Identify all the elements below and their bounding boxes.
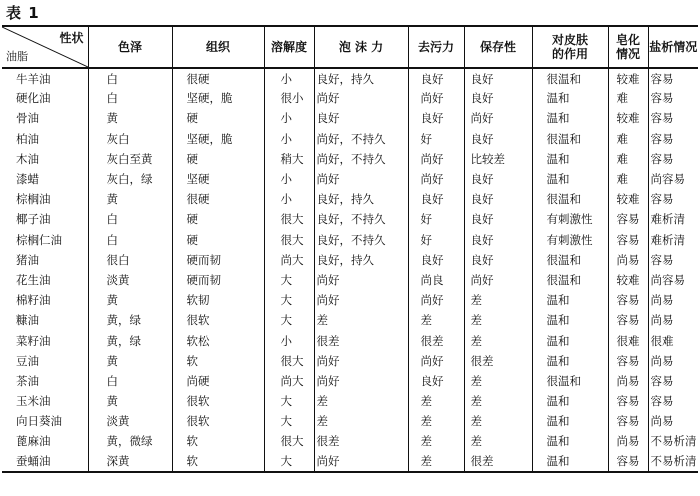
table-row [2,149,698,169]
cell-decontamination: 良好 [408,371,464,391]
cell-saponification: 较难 [608,189,648,209]
cell-skin-effect: 温和 [532,88,608,108]
cell-organization: 硬 [172,230,264,250]
cell-foam: 尚好 [314,290,408,310]
cell-foam: 尚好，不持久 [314,149,408,169]
cell-skin-effect: 温和 [532,310,608,330]
table-row [2,230,698,250]
cell-preservation: 良好 [464,189,532,209]
cell-skin-effect: 很温和 [532,129,608,149]
cell-solubility: 小 [264,189,314,209]
cell-salting-out: 尚容易 [648,270,698,290]
cell-preservation: 良好 [464,88,532,108]
cell-oil-name: 漆蜡 [16,172,39,187]
cell-salting-out: 容易 [648,129,698,149]
cell-skin-effect: 温和 [532,452,608,472]
cell-color: 黄，微绿 [88,431,172,451]
cell-organization: 很软 [172,411,264,431]
cell-skin-effect: 温和 [532,330,608,350]
cell-decontamination: 差 [408,431,464,451]
cell-salting-out: 尚容易 [648,169,698,189]
cell-color: 白 [88,88,172,108]
cell-skin-effect: 温和 [532,351,608,371]
cell-skin-effect: 温和 [532,411,608,431]
cell-color: 很白 [88,250,172,270]
header-preservation: 保存性 [464,26,532,68]
corner-bottom-label: 油脂 [6,50,28,63]
cell-color: 白 [88,68,172,88]
cell-organization: 软韧 [172,290,264,310]
cell-solubility: 小 [264,108,314,128]
cell-solubility: 大 [264,310,314,330]
cell-decontamination: 好 [408,209,464,229]
cell-foam: 尚好 [314,351,408,371]
cell-decontamination: 尚好 [408,169,464,189]
cell-organization: 坚硬 [172,169,264,189]
cell-salting-out: 容易 [648,189,698,209]
cell-oil-name: 蓖麻油 [16,434,51,449]
cell-preservation: 良好 [464,169,532,189]
cell-solubility: 很大 [264,209,314,229]
cell-solubility: 尚大 [264,250,314,270]
cell-saponification: 容易 [608,310,648,330]
cell-saponification: 较难 [608,270,648,290]
cell-oil-name: 骨油 [16,111,39,126]
cell-foam: 差 [314,411,408,431]
cell-skin-effect: 温和 [532,149,608,169]
table-row [2,129,698,149]
table-row [2,169,698,189]
cell-decontamination: 差 [408,411,464,431]
cell-saponification: 容易 [608,230,648,250]
cell-color: 黄 [88,290,172,310]
cell-skin-effect: 很温和 [532,270,608,290]
table-row [2,371,698,391]
cell-skin-effect: 温和 [532,431,608,451]
table-row [2,270,698,290]
header-salting-out: 盐析情况 [648,26,698,68]
cell-solubility: 小 [264,129,314,149]
cell-organization: 很软 [172,310,264,330]
cell-color: 灰白 [88,129,172,149]
header-skin-effect [532,26,608,68]
cell-preservation: 差 [464,411,532,431]
cell-oil-name: 硬化油 [16,91,51,106]
cell-saponification: 难 [608,169,648,189]
cell-oil-name: 豆油 [16,353,39,368]
cell-solubility: 小 [264,330,314,350]
cell-preservation: 尚好 [464,108,532,128]
cell-solubility: 稍大 [264,149,314,169]
cell-decontamination: 差 [408,310,464,330]
cell-decontamination: 尚好 [408,290,464,310]
cell-salting-out: 尚易 [648,290,698,310]
cell-preservation: 差 [464,330,532,350]
cell-salting-out: 容易 [648,108,698,128]
header-skin-line2: 的作用 [551,47,588,61]
cell-color: 淡黄 [88,270,172,290]
cell-organization: 很硬 [172,68,264,88]
cell-saponification: 容易 [608,452,648,472]
cell-foam: 良好 [314,108,408,128]
cell-foam: 差 [314,310,408,330]
cell-organization: 坚硬，脆 [172,129,264,149]
cell-organization: 很硬 [172,189,264,209]
cell-oil-name: 柏油 [16,131,39,146]
cell-foam: 良好，持久 [314,250,408,270]
cell-oil-name: 菜籽油 [16,333,51,348]
cell-foam: 良好，不持久 [314,230,408,250]
cell-decontamination: 好 [408,129,464,149]
header-foam: 泡 沫 力 [314,26,408,68]
header-decontamination: 去污力 [408,26,464,68]
table-header-row [2,26,698,68]
cell-solubility: 大 [264,411,314,431]
cell-oil-name: 玉米油 [16,394,51,409]
cell-color: 白 [88,371,172,391]
cell-organization: 坚硬，脆 [172,88,264,108]
cell-saponification: 容易 [608,391,648,411]
header-saponification [608,26,648,68]
cell-skin-effect: 很温和 [532,189,608,209]
cell-solubility: 小 [264,169,314,189]
cell-skin-effect: 很温和 [532,250,608,270]
cell-decontamination: 良好 [408,250,464,270]
table-caption: 表 1 [6,4,40,22]
cell-salting-out: 尚易 [648,411,698,431]
cell-preservation: 很差 [464,351,532,371]
cell-saponification: 容易 [608,411,648,431]
cell-salting-out: 尚易 [648,310,698,330]
cell-organization: 软 [172,452,264,472]
cell-saponification: 难 [608,88,648,108]
cell-color: 黄 [88,189,172,209]
header-solubility: 溶解度 [264,26,314,68]
cell-foam: 尚好 [314,270,408,290]
cell-skin-effect: 有刺激性 [532,209,608,229]
cell-oil-name: 牛羊油 [16,71,51,86]
cell-organization: 尚硬 [172,371,264,391]
cell-decontamination: 尚好 [408,149,464,169]
cell-salting-out: 容易 [648,68,698,88]
cell-decontamination: 良好 [408,68,464,88]
cell-foam: 尚好 [314,452,408,472]
cell-organization: 硬 [172,209,264,229]
cell-preservation: 良好 [464,129,532,149]
cell-oil-name: 糠油 [16,313,39,328]
table-row [2,310,698,330]
cell-oil-name: 木油 [16,151,39,166]
cell-skin-effect: 温和 [532,290,608,310]
cell-decontamination: 差 [408,391,464,411]
cell-preservation: 比较差 [464,149,532,169]
table-row [2,351,698,371]
table-row [2,411,698,431]
cell-oil-name: 棕榈仁油 [16,232,62,247]
cell-foam: 尚好 [314,88,408,108]
cell-salting-out: 不易析清 [648,452,698,472]
table-row [2,209,698,229]
cell-color: 黄 [88,351,172,371]
cell-organization: 软松 [172,330,264,350]
cell-solubility: 大 [264,452,314,472]
cell-salting-out: 不易析清 [648,431,698,451]
table-row [2,330,698,350]
cell-organization: 硬 [172,108,264,128]
cell-foam: 差 [314,391,408,411]
cell-salting-out: 难析清 [648,209,698,229]
cell-salting-out: 难析清 [648,230,698,250]
cell-solubility: 很大 [264,230,314,250]
cell-decontamination: 良好 [408,108,464,128]
oil-properties-table [2,25,698,473]
cell-skin-effect: 很温和 [532,371,608,391]
cell-saponification: 尚易 [608,371,648,391]
cell-foam: 良好，持久 [314,189,408,209]
cell-preservation: 差 [464,290,532,310]
cell-foam: 良好，不持久 [314,209,408,229]
cell-saponification: 很难 [608,330,648,350]
cell-preservation: 良好 [464,209,532,229]
cell-salting-out: 容易 [648,371,698,391]
cell-oil-name: 蚕蛹油 [2,452,88,472]
cell-skin-effect: 温和 [532,108,608,128]
cell-salting-out: 很难 [648,330,698,350]
cell-color: 黄，绿 [88,310,172,330]
cell-saponification: 容易 [608,290,648,310]
table-row [2,290,698,310]
cell-preservation: 差 [464,391,532,411]
cell-preservation: 良好 [464,250,532,270]
cell-salting-out: 尚易 [648,351,698,371]
cell-saponification: 难 [608,149,648,169]
cell-preservation: 差 [464,431,532,451]
cell-saponification: 较难 [608,108,648,128]
cell-preservation: 差 [464,310,532,330]
cell-oil-name: 向日葵油 [16,414,62,429]
cell-solubility: 大 [264,290,314,310]
cell-saponification: 尚易 [608,250,648,270]
cell-organization: 硬而韧 [172,250,264,270]
cell-decontamination: 好 [408,230,464,250]
cell-saponification: 容易 [608,209,648,229]
cell-saponification: 尚易 [608,431,648,451]
cell-oil-name: 花生油 [16,272,51,287]
cell-preservation: 良好 [464,230,532,250]
cell-organization: 硬 [172,149,264,169]
cell-oil-name: 棉籽油 [16,293,51,308]
cell-decontamination: 尚良 [408,270,464,290]
header-organization: 组织 [172,26,264,68]
cell-solubility: 很大 [264,351,314,371]
cell-oil-name: 茶油 [16,373,39,388]
cell-organization: 软 [172,431,264,451]
cell-oil-name: 棕榈油 [16,192,51,207]
cell-solubility: 很小 [264,88,314,108]
cell-saponification: 难 [608,129,648,149]
table-row [2,88,698,108]
cell-solubility: 大 [264,270,314,290]
cell-color: 灰白至黄 [88,149,172,169]
header-soap-line2: 情况 [615,47,640,61]
table-row [2,108,698,128]
cell-color: 灰白，绿 [88,169,172,189]
table-row [2,431,698,451]
table-row [2,68,698,88]
cell-skin-effect: 温和 [532,391,608,411]
cell-skin-effect: 很温和 [532,68,608,88]
cell-decontamination: 差 [408,452,464,472]
cell-salting-out: 容易 [648,88,698,108]
cell-organization: 软 [172,351,264,371]
corner-top-label: 性状 [59,31,84,45]
cell-color: 黄 [88,108,172,128]
cell-saponification: 容易 [608,351,648,371]
header-skin-line1: 对皮肤 [551,33,588,47]
cell-salting-out: 容易 [648,149,698,169]
table-row [2,189,698,209]
cell-organization: 很软 [172,391,264,411]
header-color: 色泽 [88,26,172,68]
cell-salting-out: 容易 [648,391,698,411]
cell-solubility: 很大 [264,431,314,451]
cell-preservation: 差 [464,371,532,391]
cell-color: 白 [88,209,172,229]
cell-solubility: 小 [264,68,314,88]
cell-foam: 良好，持久 [314,68,408,88]
cell-preservation: 尚好 [464,270,532,290]
cell-preservation: 良好 [464,68,532,88]
cell-salting-out: 容易 [648,250,698,270]
cell-decontamination: 尚好 [408,351,464,371]
cell-color: 白 [88,230,172,250]
cell-oil-name: 猪油 [16,252,39,267]
cell-foam: 很差 [314,431,408,451]
cell-solubility: 大 [264,391,314,411]
table-row [2,452,698,472]
header-soap-line1: 皂化 [615,33,640,47]
cell-decontamination: 很差 [408,330,464,350]
cell-color: 黄，绿 [88,330,172,350]
cell-skin-effect: 温和 [532,169,608,189]
cell-preservation: 很差 [464,452,532,472]
corner-header-cell [2,26,88,68]
cell-foam: 尚好，不持久 [314,129,408,149]
cell-saponification: 较难 [608,68,648,88]
cell-organization: 硬而韧 [172,270,264,290]
cell-solubility: 尚大 [264,371,314,391]
cell-oil-name: 椰子油 [16,212,51,227]
cell-foam: 尚好 [314,371,408,391]
table-row [2,391,698,411]
cell-foam: 尚好 [314,169,408,189]
table-row [2,250,698,270]
cell-decontamination: 尚好 [408,88,464,108]
cell-decontamination: 良好 [408,189,464,209]
cell-color: 深黄 [88,452,172,472]
cell-color: 淡黄 [88,411,172,431]
cell-color: 黄 [88,391,172,411]
cell-skin-effect: 有刺激性 [532,230,608,250]
cell-foam: 很差 [314,330,408,350]
